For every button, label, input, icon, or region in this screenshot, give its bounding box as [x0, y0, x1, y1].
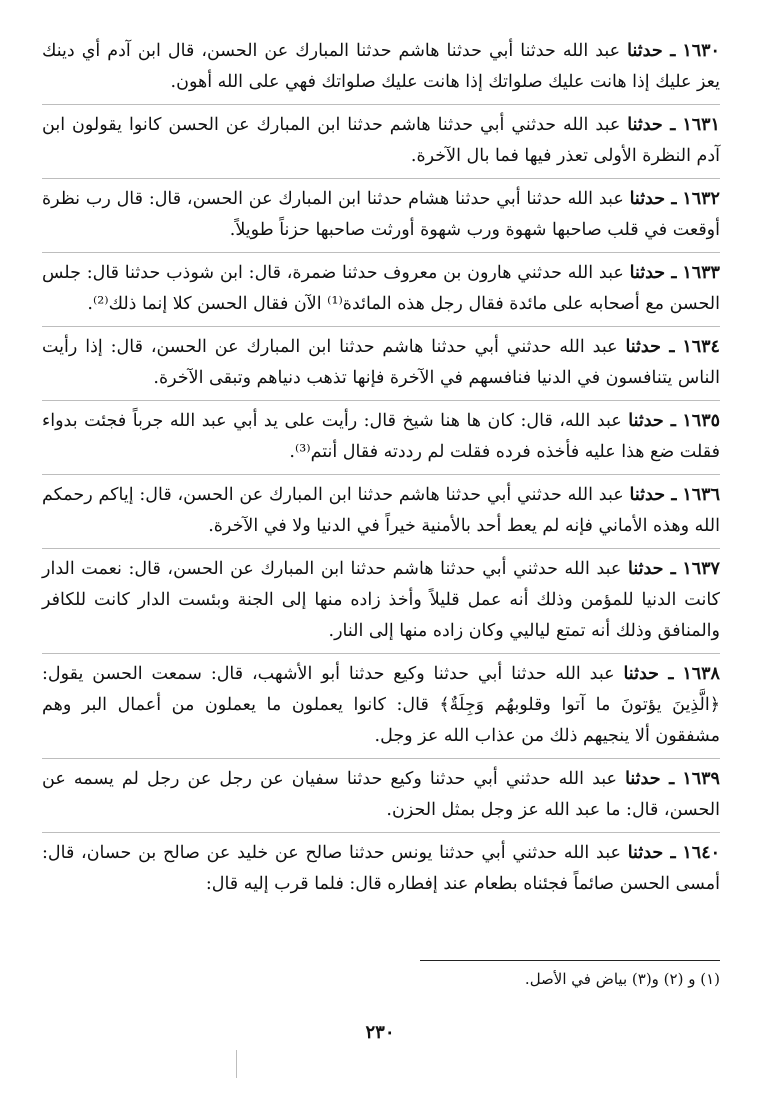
hadith-text: عبد الله حدثني أبي حدثنا يونس حدثنا صالح عن خليد عن صالح بن حسان، قال: أمسى الحسن صائماً فجئناه بطعام عند إفطاره قال: فلما قرب إليه قال:: [42, 843, 720, 894]
hadith-lead: ـ حدثنا: [629, 189, 677, 209]
footnote-rule: [420, 960, 720, 961]
hadith-lead: ـ حدثنا: [625, 337, 675, 357]
hadith-number: ١٦٣٣: [682, 263, 720, 283]
hadith-number: ١٦٣٧: [682, 559, 720, 579]
hadith-lead: ـ حدثنا: [627, 559, 676, 579]
hadith-paragraph: [42, 657, 720, 757]
hadith-paragraph: [42, 256, 720, 325]
divider: [42, 548, 720, 549]
hadith-paragraph: [42, 330, 720, 399]
divider: [42, 474, 720, 475]
hadith-number: ١٦٤٠: [682, 843, 720, 863]
hadith-number: ١٦٣١: [682, 115, 720, 135]
hadith-paragraph: [42, 108, 720, 177]
hadith-paragraph: [42, 836, 720, 905]
hadith-text: عبد الله حدثني أبي حدثنا هاشم حدثنا ابن المبارك عن الحسن كانوا يقولون ابن آدم النظرة الأولى تعذر فيها فما بال الآخرة.: [42, 115, 720, 166]
hadith-text: عبد الله حدثني أبي حدثنا وكيع حدثنا سفيان عن رجل عن رجل لم يسمه عن الحسن، قال: ما عبد الله عز وجل بمثل الحزن.: [42, 769, 720, 820]
divider: [42, 252, 720, 253]
page-body: [42, 34, 720, 905]
hadith-lead: ـ حدثنا: [627, 843, 676, 863]
hadith-lead: ـ حدثنا: [628, 411, 676, 431]
hadith-lead: ـ حدثنا: [625, 769, 675, 789]
hadith-number: ١٦٣٦: [682, 485, 720, 505]
hadith-number: ١٦٣٥: [682, 411, 720, 431]
hadith-text: عبد الله حدثنا أبي حدثنا هاشم حدثنا المبارك عن الحسن، قال ابن آدم أي دينك يعز عليك إذا هانت عليك صلواتك إذا هانت عليك صلواتك فهي على الله أهون.: [42, 41, 720, 92]
divider: [42, 758, 720, 759]
hadith-paragraph: [42, 552, 720, 652]
hadith-paragraph: [42, 478, 720, 547]
hadith-text: عبد الله حدثني أبي حدثنا هاشم حدثنا ابن المبارك عن الحسن، قال: إياكم رحمكم الله وهذه الأماني فإنه لم يعط أحد بالأمنية خيراً في الدنيا ولا في الآخرة.: [42, 485, 720, 536]
hadith-paragraph: [42, 762, 720, 831]
hadith-number: ١٦٣٤: [682, 337, 720, 357]
page-number: ٢٣٠: [365, 1022, 395, 1043]
hadith-text: عبد الله حدثنا أبي حدثنا وكيع حدثنا أبو الأشهب، قال: سمعت الحسن يقول: ﴿الَّذِينَ يؤتونَ ما آتوا وقلوبهُم وَجِلَةٌ﴾ قال: كانوا يعملون ما يعملون من أعمال البر وهم مشفقون ألا ينجيهم ذلك من عذاب الله عز وجل.: [42, 664, 720, 746]
hadith-text: عبد الله، قال: كان ها هنا شيخ قال: رأيت على يد أبي عبد الله جرباً فجئت بدواء فقلت ضع هذا عليه فأخذه فرده فقلت لم رددته فقال أنتم⁽³⁾.: [42, 411, 720, 462]
hadith-paragraph: [42, 182, 720, 251]
hadith-lead: ـ حدثنا: [627, 115, 676, 135]
hadith-number: ١٦٣٨: [682, 664, 720, 684]
hadith-number: ١٦٣٠: [682, 41, 720, 61]
hadith-lead: ـ حدثنا: [627, 41, 676, 61]
hadith-text: عبد الله حدثني هارون بن معروف حدثنا ضمرة، قال: ابن شوذب حدثنا قال: جلس الحسن مع أصحابه على مائدة فقال رجل هذه المائدة⁽¹⁾ الآن فقال الحسن كلا إنما ذلك⁽²⁾.: [42, 263, 720, 314]
footnote: (١) و (٢) و(٣) بياض في الأصل.: [524, 970, 720, 988]
hadith-paragraph: [42, 34, 720, 103]
hadith-text: عبد الله حدثني أبي حدثنا هاشم حدثنا ابن المبارك عن الحسن، قال: نعمت الدار كانت الدنيا للمؤمن وذلك أنه عمل قليلاً وأخذ زاده منها إلى الجنة وبئست الدار كانت للكافر والمنافق وذلك أنه تمتع لياليي وكان زاده منها إلى النار.: [42, 559, 720, 641]
hadith-paragraph: [42, 404, 720, 473]
divider: [42, 832, 720, 833]
divider: [42, 326, 720, 327]
hadith-lead: ـ حدثنا: [623, 664, 674, 684]
hadith-lead: ـ حدثنا: [629, 485, 677, 505]
hadith-text: عبد الله حدثني أبي حدثنا هاشم حدثنا ابن المبارك عن الحسن، قال: إذا رأيت الناس يتنافسون في الدنيا فنافسهم في الآخرة فإنها تذهب دنياهم وتبقى الآخرة.: [42, 337, 720, 388]
divider: [42, 400, 720, 401]
scan-mark: [236, 1050, 237, 1078]
divider: [42, 653, 720, 654]
hadith-number: ١٦٣٢: [682, 189, 720, 209]
hadith-text: عبد الله حدثنا أبي حدثنا هشام حدثنا ابن المبارك عن الحسن، قال: قال رب نظرة أوقعت في قلب صاحبها شهوة ورب شهوة أورثت صاحبها حزناً طويلاً.: [42, 189, 720, 240]
divider: [42, 104, 720, 105]
divider: [42, 178, 720, 179]
hadith-number: ١٦٣٩: [682, 769, 720, 789]
hadith-lead: ـ حدثنا: [629, 263, 677, 283]
